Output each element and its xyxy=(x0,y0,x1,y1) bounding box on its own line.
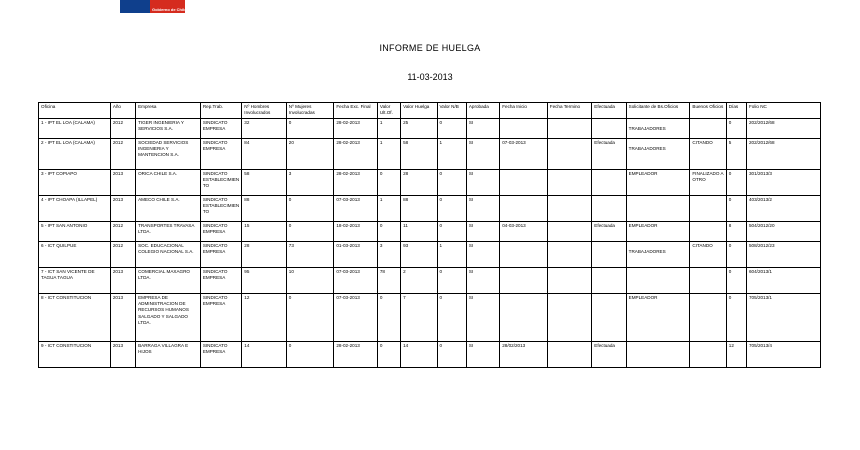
cell-anio: 2012 xyxy=(110,222,135,242)
cell-valor-ult: 1 xyxy=(377,119,400,139)
col-header-solicitante: Solicitante de Bs.Oficios xyxy=(626,103,690,119)
cell-folio: 504/2012/20 xyxy=(747,222,821,242)
cell-buenos xyxy=(690,294,726,342)
logo-blue-block xyxy=(120,0,150,13)
col-header-efectuada: Efectuada xyxy=(592,103,626,119)
cell-fecha-exc: 07-03-2013 xyxy=(334,268,378,294)
cell-valor-ult: 1 xyxy=(377,139,400,170)
col-header-fecha-exc: Fecha Exc. Final xyxy=(334,103,378,119)
cell-buenos xyxy=(690,342,726,368)
cell-solicitante-text: TRABAJADORES xyxy=(628,146,666,151)
cell-oficina: 6 - ICT QUILPUE xyxy=(39,242,111,268)
cell-buenos xyxy=(690,196,726,222)
col-header-folio: Folio NC xyxy=(747,103,821,119)
col-header-valor-huelga: Valor Huelga xyxy=(401,103,437,119)
report-body xyxy=(39,119,821,368)
cell-valor-nb: 0 xyxy=(437,268,466,294)
cell-fecha-inicio xyxy=(500,294,548,342)
logo-text: Gobierno de Chile xyxy=(152,7,187,12)
cell-fecha-termino xyxy=(547,342,592,368)
cell-fecha-termino xyxy=(547,268,592,294)
cell-valor-huelga: 93 xyxy=(401,242,437,268)
col-header-anio: Año xyxy=(110,103,135,119)
col-header-oficina: Oficina xyxy=(39,103,111,119)
cell-buenos: FINALIZADO A OTRO xyxy=(690,170,726,196)
cell-aprobada: SI xyxy=(466,294,499,342)
cell-hombres: 84 xyxy=(242,139,287,170)
cell-efectuada: Efectuada xyxy=(592,342,626,368)
cell-dias: 0 xyxy=(726,119,746,139)
cell-rep: SINDICATO EMPRESA xyxy=(200,119,241,139)
cell-fecha-inicio xyxy=(500,196,548,222)
cell-empresa: EMPRESA DE ADMINISTRACION DE RECURSOS HUMANOS SALGADO Y SALGADO LTDA. xyxy=(136,294,201,342)
cell-oficina: 3 - IPT COPIAPO xyxy=(39,170,111,196)
strike-report-table xyxy=(38,102,821,368)
cell-fecha-inicio: 04-03-2013 xyxy=(500,222,548,242)
cell-folio: 202/2012/68 xyxy=(747,119,821,139)
cell-fecha-exc: 01-03-2013 xyxy=(334,242,378,268)
cell-dias: 0 xyxy=(726,268,746,294)
cell-efectuada xyxy=(592,294,626,342)
cell-solicitante xyxy=(626,119,690,139)
col-header-valor-ult: Valor Ult.Of. xyxy=(377,103,400,119)
table-row xyxy=(39,139,821,170)
cell-solicitante xyxy=(626,342,690,368)
cell-oficina: 4 - IPT CHOAPA (ILLAPEL) xyxy=(39,196,111,222)
logo-red-block xyxy=(150,0,185,13)
cell-hombres: 12 xyxy=(242,294,287,342)
cell-anio: 2013 xyxy=(110,294,135,342)
col-header-valor-nb: Valor N/B xyxy=(437,103,466,119)
table-row xyxy=(39,196,821,222)
cell-fecha-inicio xyxy=(500,242,548,268)
cell-empresa: COMERCIAL MAXAGRO LTDA. xyxy=(136,268,201,294)
cell-empresa: BARRAGA VILLAGRA E HIJOS xyxy=(136,342,201,368)
cell-fecha-exc: 28-02-2013 xyxy=(334,139,378,170)
cell-valor-ult: 1 xyxy=(377,196,400,222)
cell-fecha-exc: 28-02-2013 xyxy=(334,170,378,196)
cell-valor-nb: 0 xyxy=(437,294,466,342)
report-date: 11-03-2013 xyxy=(407,72,453,82)
cell-aprobada: SI xyxy=(466,268,499,294)
cell-aprobada: SI xyxy=(466,242,499,268)
cell-fecha-inicio xyxy=(500,268,548,294)
table-row xyxy=(39,268,821,294)
table-row xyxy=(39,119,821,139)
cell-mujeres: 73 xyxy=(286,242,334,268)
col-header-fecha-inicio: Fecha Inicio xyxy=(500,103,548,119)
cell-valor-huelga: 2 xyxy=(401,268,437,294)
cell-folio: 705/2013/4 xyxy=(747,342,821,368)
cell-dias: 0 xyxy=(726,196,746,222)
cell-fecha-termino xyxy=(547,222,592,242)
cell-valor-nb: 0 xyxy=(437,342,466,368)
cell-hombres: 15 xyxy=(242,222,287,242)
cell-solicitante xyxy=(626,170,690,196)
cell-oficina: 5 - IPT SAN ANTONIO xyxy=(39,222,111,242)
col-header-aprobada: Aprobada xyxy=(466,103,499,119)
report-title: INFORME DE HUELGA xyxy=(379,43,481,53)
cell-anio: 2013 xyxy=(110,342,135,368)
cell-empresa: ORICA CHILE S.A. xyxy=(136,170,201,196)
header-row xyxy=(39,103,821,119)
cell-anio: 2013 xyxy=(110,196,135,222)
cell-aprobada: SI xyxy=(466,139,499,170)
cell-dias: 0 xyxy=(726,170,746,196)
cell-hombres: 32 xyxy=(242,119,287,139)
cell-folio: 604/2013/1 xyxy=(747,268,821,294)
cell-fecha-exc: 07-03-2013 xyxy=(334,294,378,342)
cell-fecha-inicio xyxy=(500,119,548,139)
cell-valor-nb: 0 xyxy=(437,222,466,242)
cell-valor-huelga: 88 xyxy=(401,196,437,222)
cell-mujeres: 0 xyxy=(286,119,334,139)
cell-hombres: 14 xyxy=(242,342,287,368)
cell-solicitante xyxy=(626,242,690,268)
gobierno-logo xyxy=(120,0,185,13)
cell-efectuada: Efectuada xyxy=(592,139,626,170)
cell-aprobada: SI xyxy=(466,170,499,196)
cell-valor-huelga: 7 xyxy=(401,294,437,342)
cell-rep: SINDICATO EMPRESA xyxy=(200,268,241,294)
cell-efectuada xyxy=(592,242,626,268)
cell-valor-huelga: 28 xyxy=(401,170,437,196)
cell-solicitante xyxy=(626,196,690,222)
col-header-empresa: Empresa xyxy=(136,103,201,119)
cell-fecha-inicio: 28/02/2013 xyxy=(500,342,548,368)
cell-fecha-exc: 18-02-2013 xyxy=(334,222,378,242)
cell-folio: 403/2013/2 xyxy=(747,196,821,222)
cell-anio: 2013 xyxy=(110,170,135,196)
cell-solicitante-text: TRABAJADORES xyxy=(628,249,666,254)
cell-efectuada xyxy=(592,170,626,196)
table-row xyxy=(39,222,821,242)
cell-empresa: TIGER INGENIERIA Y SERVICIOS S.A. xyxy=(136,119,201,139)
cell-folio: 508/2012/23 xyxy=(747,242,821,268)
cell-valor-ult: 3 xyxy=(377,242,400,268)
cell-fecha-exc: 07-03-2013 xyxy=(334,196,378,222)
cell-fecha-termino xyxy=(547,139,592,170)
cell-fecha-termino xyxy=(547,170,592,196)
cell-valor-huelga: 11 xyxy=(401,222,437,242)
table-row xyxy=(39,170,821,196)
col-header-buenos-oficios: Buenos Oficios xyxy=(690,103,726,119)
cell-folio: 301/2013/3 xyxy=(747,170,821,196)
cell-buenos: CITANDO xyxy=(690,242,726,268)
cell-rep: SINDICATO EMPRESA xyxy=(200,242,241,268)
cell-dias: 0 xyxy=(726,294,746,342)
cell-aprobada: SI xyxy=(466,119,499,139)
cell-rep: SINDICATO ESTABLECIMIENTO xyxy=(200,196,241,222)
cell-fecha-termino xyxy=(547,242,592,268)
cell-rep: SINDICATO EMPRESA xyxy=(200,342,241,368)
cell-mujeres: 20 xyxy=(286,139,334,170)
cell-aprobada: SI xyxy=(466,222,499,242)
cell-solicitante-text: TRABAJADORES xyxy=(628,126,666,131)
cell-empresa: SOCIEDAD SERVICIOS INGENIERIA Y MANTENCION S.A. xyxy=(136,139,201,170)
cell-efectuada xyxy=(592,268,626,294)
cell-mujeres: 10 xyxy=(286,268,334,294)
cell-mujeres: 0 xyxy=(286,196,334,222)
cell-fecha-termino xyxy=(547,294,592,342)
cell-fecha-exc: 28-02-2013 xyxy=(334,342,378,368)
cell-dias: 0 xyxy=(726,242,746,268)
cell-fecha-exc: 28-02-2013 xyxy=(334,119,378,139)
cell-hombres: 95 xyxy=(242,268,287,294)
cell-rep: SINDICATO EMPRESA xyxy=(200,139,241,170)
cell-oficina: 1 - IPT EL LOA (CALAMA) xyxy=(39,119,111,139)
cell-empresa: TRANSPORTES TRAVASA LTDA. xyxy=(136,222,201,242)
cell-solicitante xyxy=(626,294,690,342)
cell-dias: 12 xyxy=(726,342,746,368)
cell-dias: 8 xyxy=(726,222,746,242)
col-header-dias: Días xyxy=(726,103,746,119)
cell-anio: 2012 xyxy=(110,139,135,170)
cell-solicitante-text: EMPLEADOR xyxy=(628,223,658,228)
cell-valor-huelga: 58 xyxy=(401,139,437,170)
cell-hombres: 58 xyxy=(242,170,287,196)
table-row xyxy=(39,294,821,342)
cell-solicitante xyxy=(626,139,690,170)
cell-mujeres: 3 xyxy=(286,170,334,196)
cell-valor-ult: 78 xyxy=(377,268,400,294)
cell-buenos xyxy=(690,268,726,294)
cell-buenos xyxy=(690,222,726,242)
col-header-fecha-termino: Fecha Termino xyxy=(547,103,592,119)
cell-valor-nb: 0 xyxy=(437,119,466,139)
cell-valor-nb: 0 xyxy=(437,170,466,196)
cell-anio: 2013 xyxy=(110,268,135,294)
cell-valor-ult: 0 xyxy=(377,170,400,196)
col-header-mujeres: Nº Mujeres Involucradas xyxy=(286,103,334,119)
cell-fecha-inicio xyxy=(500,170,548,196)
cell-hombres: 88 xyxy=(242,196,287,222)
cell-anio: 2012 xyxy=(110,119,135,139)
cell-efectuada xyxy=(592,196,626,222)
cell-valor-huelga: 14 xyxy=(401,342,437,368)
cell-solicitante xyxy=(626,222,690,242)
cell-oficina: 7 - ICT SAN VICENTE DE TAGUA TAGUA xyxy=(39,268,111,294)
cell-fecha-termino xyxy=(547,119,592,139)
cell-buenos: CITANDO xyxy=(690,139,726,170)
cell-valor-ult: 0 xyxy=(377,342,400,368)
cell-rep: SINDICATO EMPRESA xyxy=(200,222,241,242)
cell-valor-nb: 1 xyxy=(437,139,466,170)
cell-rep: SINDICATO EMPRESA xyxy=(200,294,241,342)
cell-empresa: SOC. EDUCACIONAL COLEGIO NACIONAL S.A. xyxy=(136,242,201,268)
cell-oficina: 9 - ICT CONSTITUCION xyxy=(39,342,111,368)
cell-fecha-termino xyxy=(547,196,592,222)
cell-hombres: 28 xyxy=(242,242,287,268)
cell-empresa: AMECO CHILE S.A. xyxy=(136,196,201,222)
cell-efectuada: Efectuada xyxy=(592,222,626,242)
cell-mujeres: 0 xyxy=(286,222,334,242)
col-header-hombres: Nº Hombres Involucrados xyxy=(242,103,287,119)
cell-oficina: 8 - ICT CONSTITUCION xyxy=(39,294,111,342)
cell-folio: 202/2012/68 xyxy=(747,139,821,170)
cell-buenos xyxy=(690,119,726,139)
cell-solicitante xyxy=(626,268,690,294)
cell-valor-ult: 0 xyxy=(377,222,400,242)
cell-folio: 705/2013/1 xyxy=(747,294,821,342)
cell-valor-ult: 0 xyxy=(377,294,400,342)
cell-efectuada xyxy=(592,119,626,139)
cell-valor-huelga: 25 xyxy=(401,119,437,139)
cell-rep: SINDICATO ESTABLECIMIENTO xyxy=(200,170,241,196)
cell-valor-nb: 0 xyxy=(437,196,466,222)
cell-solicitante-text: EMPLEADOR xyxy=(628,171,658,176)
cell-anio: 2012 xyxy=(110,242,135,268)
cell-dias: 5 xyxy=(726,139,746,170)
cell-aprobada: SI xyxy=(466,342,499,368)
col-header-rep-trab: Rep.Trab. xyxy=(200,103,241,119)
cell-aprobada: SI xyxy=(466,196,499,222)
cell-fecha-inicio: 07-03-2013 xyxy=(500,139,548,170)
cell-oficina: 2 - IPT EL LOA (CALAMA) xyxy=(39,139,111,170)
table-row xyxy=(39,242,821,268)
cell-mujeres: 0 xyxy=(286,294,334,342)
table-row xyxy=(39,342,821,368)
cell-solicitante-text: EMPLEADOR xyxy=(628,295,658,300)
cell-mujeres: 0 xyxy=(286,342,334,368)
cell-valor-nb: 1 xyxy=(437,242,466,268)
